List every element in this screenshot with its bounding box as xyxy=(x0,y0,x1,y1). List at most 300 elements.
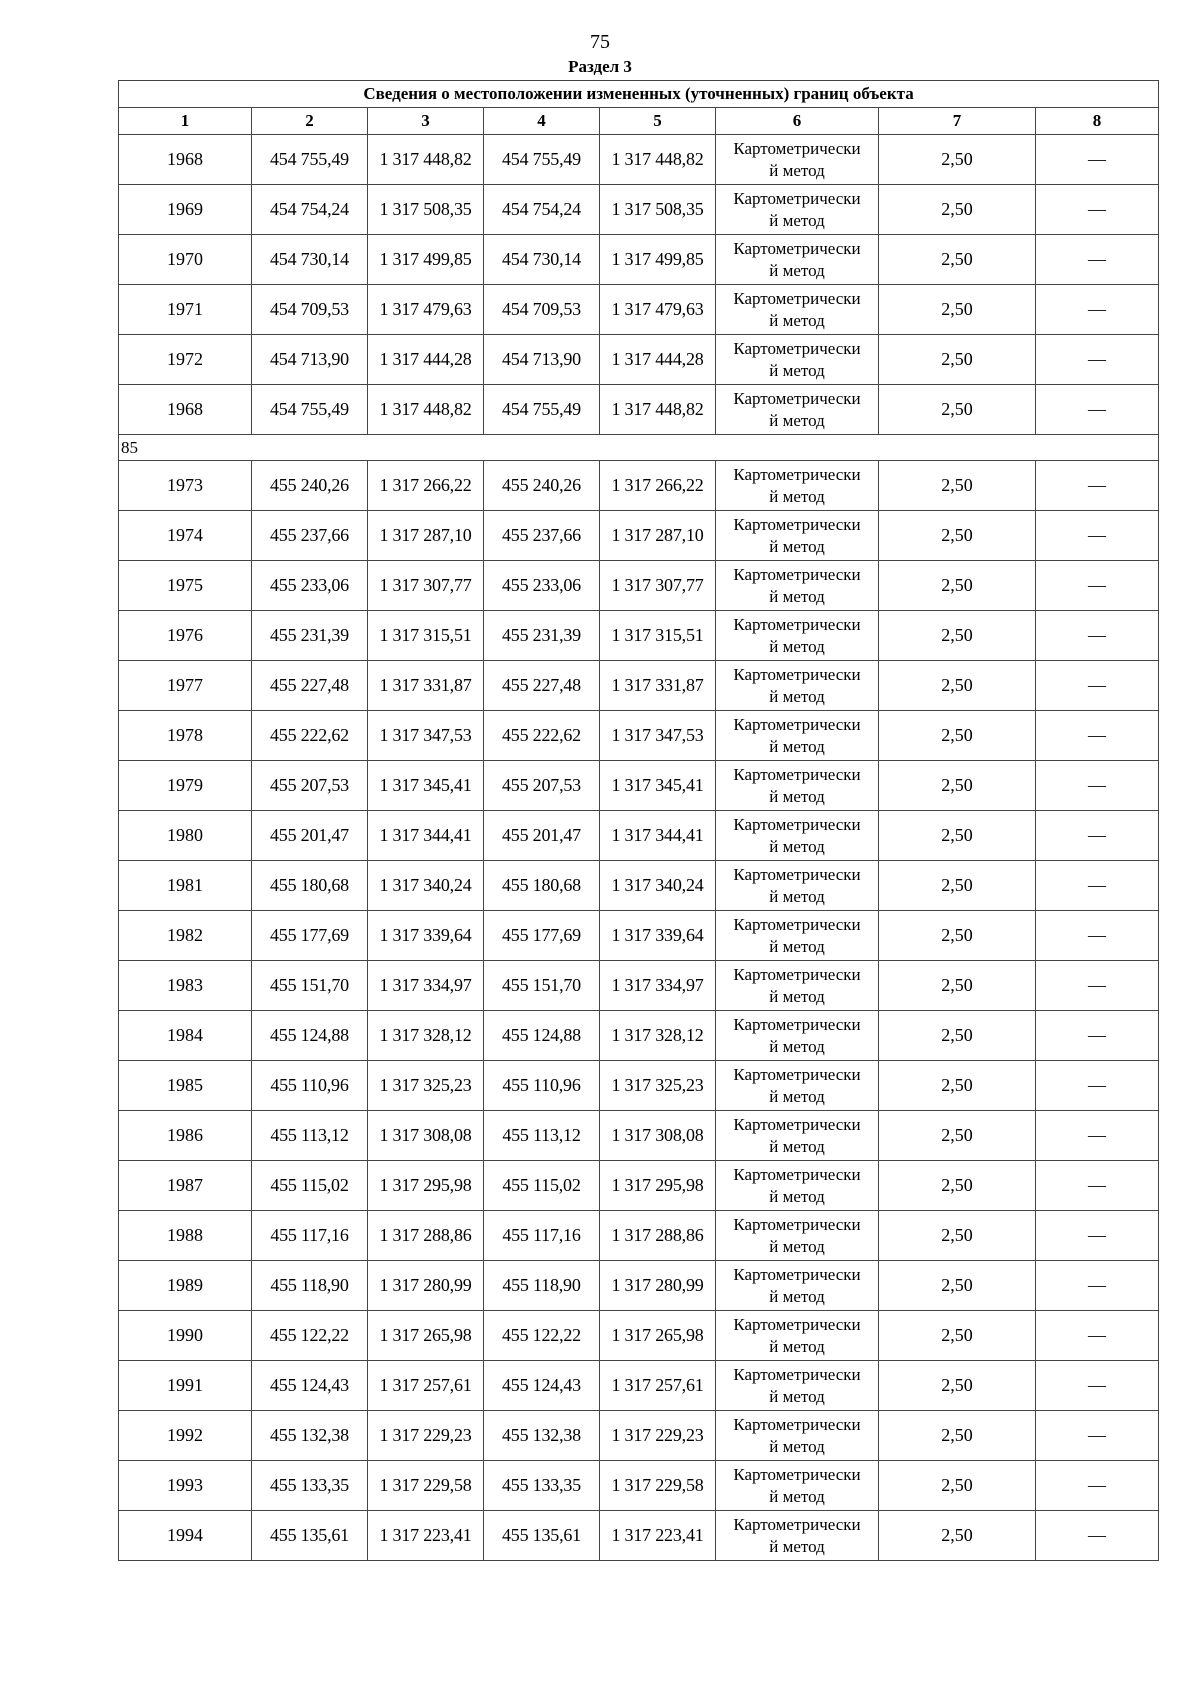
point-number-cell: 1977 xyxy=(119,661,252,711)
x-existing-cell: 455 177,69 xyxy=(252,911,368,961)
y-refined-cell: 1 317 325,23 xyxy=(600,1061,716,1111)
method-text-line2: й метод xyxy=(769,1336,825,1356)
point-number-cell: 1968 xyxy=(119,385,252,435)
y-refined-cell: 1 317 288,86 xyxy=(600,1211,716,1261)
x-refined-cell: 454 709,53 xyxy=(484,285,600,335)
x-existing-cell: 454 709,53 xyxy=(252,285,368,335)
method-text-line2: й метод xyxy=(769,1086,825,1106)
y-existing-cell: 1 317 334,97 xyxy=(368,961,484,1011)
description-cell: — xyxy=(1036,1411,1159,1461)
accuracy-cell: 2,50 xyxy=(879,711,1036,761)
y-refined-cell: 1 317 334,97 xyxy=(600,961,716,1011)
y-existing-cell: 1 317 288,86 xyxy=(368,1211,484,1261)
y-refined-cell: 1 317 508,35 xyxy=(600,185,716,235)
accuracy-cell: 2,50 xyxy=(879,1311,1036,1361)
point-number-cell: 1971 xyxy=(119,285,252,335)
method-text-line2: й метод xyxy=(769,260,825,280)
x-existing-cell: 455 227,48 xyxy=(252,661,368,711)
method-cell xyxy=(716,1361,879,1411)
x-refined-cell: 455 124,88 xyxy=(484,1011,600,1061)
y-existing-cell: 1 317 266,22 xyxy=(368,461,484,511)
column-number-row xyxy=(119,108,1159,135)
method-text-line2: й метод xyxy=(769,160,825,180)
x-existing-cell: 455 222,62 xyxy=(252,711,368,761)
method-text-line2: й метод xyxy=(769,986,825,1006)
table-row xyxy=(119,961,1159,1011)
x-existing-cell: 455 240,26 xyxy=(252,461,368,511)
point-number-cell: 1973 xyxy=(119,461,252,511)
accuracy-cell: 2,50 xyxy=(879,461,1036,511)
description-cell: — xyxy=(1036,1311,1159,1361)
method-text-line2: й метод xyxy=(769,1536,825,1556)
table-row xyxy=(119,1311,1159,1361)
x-existing-cell: 455 124,43 xyxy=(252,1361,368,1411)
x-existing-cell: 455 180,68 xyxy=(252,861,368,911)
x-existing-cell: 455 113,12 xyxy=(252,1111,368,1161)
accuracy-cell: 2,50 xyxy=(879,185,1036,235)
method-text-line1: Картометрически xyxy=(733,464,861,484)
y-existing-cell: 1 317 307,77 xyxy=(368,561,484,611)
description-cell: — xyxy=(1036,661,1159,711)
accuracy-cell: 2,50 xyxy=(879,861,1036,911)
method-text-line2: й метод xyxy=(769,310,825,330)
method-text-line1: Картометрически xyxy=(733,388,861,408)
method-text-line1: Картометрически xyxy=(733,664,861,684)
method-text-line1: Картометрически xyxy=(733,338,861,358)
method-text-line2: й метод xyxy=(769,786,825,806)
x-existing-cell: 455 207,53 xyxy=(252,761,368,811)
x-refined-cell: 455 117,16 xyxy=(484,1211,600,1261)
contour-group-row xyxy=(119,435,1159,461)
method-cell xyxy=(716,911,879,961)
table-row xyxy=(119,385,1159,435)
point-number-cell: 1991 xyxy=(119,1361,252,1411)
column-number: 3 xyxy=(368,108,484,135)
page-number: 75 xyxy=(590,31,610,53)
accuracy-cell: 2,50 xyxy=(879,1211,1036,1261)
method-cell xyxy=(716,811,879,861)
accuracy-cell: 2,50 xyxy=(879,1111,1036,1161)
description-cell: — xyxy=(1036,1161,1159,1211)
point-number-cell: 1980 xyxy=(119,811,252,861)
point-number-cell: 1975 xyxy=(119,561,252,611)
y-existing-cell: 1 317 265,98 xyxy=(368,1311,484,1361)
x-refined-cell: 455 133,35 xyxy=(484,1461,600,1511)
table-row xyxy=(119,561,1159,611)
y-refined-cell: 1 317 344,41 xyxy=(600,811,716,861)
accuracy-cell: 2,50 xyxy=(879,385,1036,435)
x-existing-cell: 455 117,16 xyxy=(252,1211,368,1261)
y-existing-cell: 1 317 339,64 xyxy=(368,911,484,961)
method-text-line1: Картометрически xyxy=(733,1314,861,1334)
method-cell xyxy=(716,1161,879,1211)
point-number-cell: 1992 xyxy=(119,1411,252,1461)
table-row xyxy=(119,335,1159,385)
x-existing-cell: 454 755,49 xyxy=(252,135,368,185)
table-row xyxy=(119,1211,1159,1261)
column-number: 5 xyxy=(600,108,716,135)
y-refined-cell: 1 317 265,98 xyxy=(600,1311,716,1361)
y-existing-cell: 1 317 308,08 xyxy=(368,1111,484,1161)
column-number: 1 xyxy=(119,108,252,135)
column-number: 7 xyxy=(879,108,1036,135)
x-refined-cell: 455 118,90 xyxy=(484,1261,600,1311)
x-refined-cell: 454 730,14 xyxy=(484,235,600,285)
description-cell: — xyxy=(1036,235,1159,285)
x-existing-cell: 455 201,47 xyxy=(252,811,368,861)
method-text-line1: Картометрически xyxy=(733,814,861,834)
x-existing-cell: 454 754,24 xyxy=(252,185,368,235)
method-cell xyxy=(716,1411,879,1461)
table-row xyxy=(119,185,1159,235)
table-row xyxy=(119,1111,1159,1161)
x-existing-cell: 455 124,88 xyxy=(252,1011,368,1061)
accuracy-cell: 2,50 xyxy=(879,1361,1036,1411)
y-existing-cell: 1 317 295,98 xyxy=(368,1161,484,1211)
description-cell: — xyxy=(1036,611,1159,661)
method-cell xyxy=(716,1011,879,1061)
description-cell: — xyxy=(1036,561,1159,611)
y-refined-cell: 1 317 328,12 xyxy=(600,1011,716,1061)
description-cell: — xyxy=(1036,135,1159,185)
method-cell xyxy=(716,461,879,511)
table-row xyxy=(119,235,1159,285)
x-refined-cell: 455 177,69 xyxy=(484,911,600,961)
method-text-line2: й метод xyxy=(769,536,825,556)
method-text-line2: й метод xyxy=(769,636,825,656)
method-text-line2: й метод xyxy=(769,886,825,906)
y-existing-cell: 1 317 448,82 xyxy=(368,385,484,435)
x-refined-cell: 455 222,62 xyxy=(484,711,600,761)
method-text-line1: Картометрически xyxy=(733,564,861,584)
method-text-line2: й метод xyxy=(769,586,825,606)
x-existing-cell: 455 135,61 xyxy=(252,1511,368,1561)
y-refined-cell: 1 317 280,99 xyxy=(600,1261,716,1311)
y-refined-cell: 1 317 266,22 xyxy=(600,461,716,511)
y-refined-cell: 1 317 257,61 xyxy=(600,1361,716,1411)
method-text-line2: й метод xyxy=(769,1286,825,1306)
y-existing-cell: 1 317 347,53 xyxy=(368,711,484,761)
y-refined-cell: 1 317 229,23 xyxy=(600,1411,716,1461)
method-text-line1: Картометрически xyxy=(733,1264,861,1284)
x-existing-cell: 454 730,14 xyxy=(252,235,368,285)
table-row xyxy=(119,711,1159,761)
method-cell xyxy=(716,861,879,911)
y-existing-cell: 1 317 229,23 xyxy=(368,1411,484,1461)
y-refined-cell: 1 317 448,82 xyxy=(600,385,716,435)
table-row xyxy=(119,1411,1159,1461)
description-cell: — xyxy=(1036,1261,1159,1311)
section-title: Раздел 3 xyxy=(568,57,632,76)
y-refined-cell: 1 317 315,51 xyxy=(600,611,716,661)
accuracy-cell: 2,50 xyxy=(879,1011,1036,1061)
point-number-cell: 1983 xyxy=(119,961,252,1011)
y-refined-cell: 1 317 444,28 xyxy=(600,335,716,385)
x-refined-cell: 455 237,66 xyxy=(484,511,600,561)
method-text-line1: Картометрически xyxy=(733,614,861,634)
accuracy-cell: 2,50 xyxy=(879,811,1036,861)
method-cell xyxy=(716,961,879,1011)
table-row xyxy=(119,1511,1159,1561)
y-refined-cell: 1 317 345,41 xyxy=(600,761,716,811)
method-text-line1: Картометрически xyxy=(733,864,861,884)
table-row xyxy=(119,135,1159,185)
method-text-line2: й метод xyxy=(769,1036,825,1056)
y-refined-cell: 1 317 223,41 xyxy=(600,1511,716,1561)
x-existing-cell: 455 110,96 xyxy=(252,1061,368,1111)
column-number: 6 xyxy=(716,108,879,135)
method-text-line2: й метод xyxy=(769,1236,825,1256)
point-number-cell: 1972 xyxy=(119,335,252,385)
y-refined-cell: 1 317 499,85 xyxy=(600,235,716,285)
description-cell: — xyxy=(1036,1111,1159,1161)
table-row xyxy=(119,1361,1159,1411)
x-existing-cell: 454 755,49 xyxy=(252,385,368,435)
method-text-line2: й метод xyxy=(769,1136,825,1156)
y-refined-cell: 1 317 308,08 xyxy=(600,1111,716,1161)
method-text-line1: Картометрически xyxy=(733,1414,861,1434)
accuracy-cell: 2,50 xyxy=(879,611,1036,661)
description-cell: — xyxy=(1036,1061,1159,1111)
method-text-line2: й метод xyxy=(769,686,825,706)
point-number-cell: 1990 xyxy=(119,1311,252,1361)
x-existing-cell: 455 118,90 xyxy=(252,1261,368,1311)
x-refined-cell: 455 113,12 xyxy=(484,1111,600,1161)
method-text-line2: й метод xyxy=(769,1486,825,1506)
method-cell xyxy=(716,611,879,661)
method-cell xyxy=(716,511,879,561)
description-cell: — xyxy=(1036,461,1159,511)
method-cell xyxy=(716,661,879,711)
x-existing-cell: 455 122,22 xyxy=(252,1311,368,1361)
point-number-cell: 1982 xyxy=(119,911,252,961)
method-text-line2: й метод xyxy=(769,210,825,230)
y-refined-cell: 1 317 331,87 xyxy=(600,661,716,711)
x-refined-cell: 455 124,43 xyxy=(484,1361,600,1411)
table-row xyxy=(119,611,1159,661)
method-text-line1: Картометрически xyxy=(733,714,861,734)
x-refined-cell: 455 227,48 xyxy=(484,661,600,711)
table-row xyxy=(119,811,1159,861)
method-cell xyxy=(716,561,879,611)
point-number-cell: 1969 xyxy=(119,185,252,235)
x-refined-cell: 454 755,49 xyxy=(484,385,600,435)
y-refined-cell: 1 317 347,53 xyxy=(600,711,716,761)
table-row xyxy=(119,911,1159,961)
method-cell xyxy=(716,1111,879,1161)
accuracy-cell: 2,50 xyxy=(879,335,1036,385)
method-text-line2: й метод xyxy=(769,736,825,756)
accuracy-cell: 2,50 xyxy=(879,561,1036,611)
method-cell xyxy=(716,285,879,335)
accuracy-cell: 2,50 xyxy=(879,235,1036,285)
y-refined-cell: 1 317 307,77 xyxy=(600,561,716,611)
x-existing-cell: 455 151,70 xyxy=(252,961,368,1011)
table-row xyxy=(119,1061,1159,1111)
x-refined-cell: 455 115,02 xyxy=(484,1161,600,1211)
description-cell: — xyxy=(1036,861,1159,911)
y-existing-cell: 1 317 223,41 xyxy=(368,1511,484,1561)
accuracy-cell: 2,50 xyxy=(879,911,1036,961)
method-text-line1: Картометрически xyxy=(733,1514,861,1534)
method-cell xyxy=(716,761,879,811)
accuracy-cell: 2,50 xyxy=(879,1461,1036,1511)
contour-number: 85 xyxy=(119,435,1159,461)
table-row xyxy=(119,1161,1159,1211)
x-existing-cell: 455 231,39 xyxy=(252,611,368,661)
column-number: 2 xyxy=(252,108,368,135)
x-refined-cell: 455 240,26 xyxy=(484,461,600,511)
method-cell xyxy=(716,1461,879,1511)
method-text-line1: Картометрически xyxy=(733,1114,861,1134)
y-existing-cell: 1 317 325,23 xyxy=(368,1061,484,1111)
accuracy-cell: 2,50 xyxy=(879,1061,1036,1111)
description-cell: — xyxy=(1036,1361,1159,1411)
accuracy-cell: 2,50 xyxy=(879,1161,1036,1211)
method-text-line1: Картометрически xyxy=(733,188,861,208)
x-existing-cell: 455 133,35 xyxy=(252,1461,368,1511)
method-cell xyxy=(716,385,879,435)
description-cell: — xyxy=(1036,1211,1159,1261)
x-refined-cell: 454 754,24 xyxy=(484,185,600,235)
point-number-cell: 1989 xyxy=(119,1261,252,1311)
description-cell: — xyxy=(1036,335,1159,385)
y-existing-cell: 1 317 328,12 xyxy=(368,1011,484,1061)
accuracy-cell: 2,50 xyxy=(879,1261,1036,1311)
y-existing-cell: 1 317 257,61 xyxy=(368,1361,484,1411)
accuracy-cell: 2,50 xyxy=(879,1411,1036,1461)
x-refined-cell: 455 207,53 xyxy=(484,761,600,811)
method-text-line1: Картометрически xyxy=(733,238,861,258)
table-row xyxy=(119,461,1159,511)
table-row xyxy=(119,661,1159,711)
table-row xyxy=(119,861,1159,911)
description-cell: — xyxy=(1036,285,1159,335)
x-refined-cell: 455 135,61 xyxy=(484,1511,600,1561)
point-number-cell: 1993 xyxy=(119,1461,252,1511)
description-cell: — xyxy=(1036,185,1159,235)
method-cell xyxy=(716,1211,879,1261)
point-number-cell: 1978 xyxy=(119,711,252,761)
description-cell: — xyxy=(1036,961,1159,1011)
method-text-line2: й метод xyxy=(769,360,825,380)
method-text-line1: Картометрически xyxy=(733,138,861,158)
method-cell xyxy=(716,1261,879,1311)
method-cell xyxy=(716,1511,879,1561)
method-cell xyxy=(716,1311,879,1361)
y-refined-cell: 1 317 339,64 xyxy=(600,911,716,961)
accuracy-cell: 2,50 xyxy=(879,961,1036,1011)
x-refined-cell: 455 132,38 xyxy=(484,1411,600,1461)
y-existing-cell: 1 317 345,41 xyxy=(368,761,484,811)
y-existing-cell: 1 317 508,35 xyxy=(368,185,484,235)
y-existing-cell: 1 317 280,99 xyxy=(368,1261,484,1311)
method-text-line2: й метод xyxy=(769,1436,825,1456)
method-text-line1: Картометрически xyxy=(733,514,861,534)
point-number-cell: 1970 xyxy=(119,235,252,285)
x-refined-cell: 454 713,90 xyxy=(484,335,600,385)
accuracy-cell: 2,50 xyxy=(879,135,1036,185)
method-text-line1: Картометрически xyxy=(733,1064,861,1084)
y-refined-cell: 1 317 287,10 xyxy=(600,511,716,561)
point-number-cell: 1968 xyxy=(119,135,252,185)
description-cell: — xyxy=(1036,811,1159,861)
table-row xyxy=(119,285,1159,335)
x-existing-cell: 454 713,90 xyxy=(252,335,368,385)
method-text-line2: й метод xyxy=(769,486,825,506)
y-existing-cell: 1 317 287,10 xyxy=(368,511,484,561)
point-number-cell: 1986 xyxy=(119,1111,252,1161)
point-number-cell: 1988 xyxy=(119,1211,252,1261)
y-existing-cell: 1 317 448,82 xyxy=(368,135,484,185)
method-cell xyxy=(716,235,879,285)
point-number-cell: 1984 xyxy=(119,1011,252,1061)
table-row xyxy=(119,1461,1159,1511)
table-row xyxy=(119,1011,1159,1061)
x-refined-cell: 454 755,49 xyxy=(484,135,600,185)
method-cell xyxy=(716,185,879,235)
point-number-cell: 1994 xyxy=(119,1511,252,1561)
x-refined-cell: 455 180,68 xyxy=(484,861,600,911)
y-existing-cell: 1 317 340,24 xyxy=(368,861,484,911)
method-text-line2: й метод xyxy=(769,410,825,430)
method-cell xyxy=(716,1061,879,1111)
method-text-line1: Картометрически xyxy=(733,1164,861,1184)
x-refined-cell: 455 201,47 xyxy=(484,811,600,861)
accuracy-cell: 2,50 xyxy=(879,761,1036,811)
table-caption: Сведения о местоположении измененных (уточненных) границ объекта xyxy=(119,81,1159,108)
column-number: 4 xyxy=(484,108,600,135)
description-cell: — xyxy=(1036,711,1159,761)
method-text-line2: й метод xyxy=(769,836,825,856)
point-number-cell: 1979 xyxy=(119,761,252,811)
method-text-line1: Картометрически xyxy=(733,1364,861,1384)
x-existing-cell: 455 237,66 xyxy=(252,511,368,561)
method-cell xyxy=(716,335,879,385)
table-row xyxy=(119,761,1159,811)
y-existing-cell: 1 317 444,28 xyxy=(368,335,484,385)
method-text-line2: й метод xyxy=(769,1186,825,1206)
y-existing-cell: 1 317 344,41 xyxy=(368,811,484,861)
table-row xyxy=(119,511,1159,561)
method-cell xyxy=(716,135,879,185)
method-text-line1: Картометрически xyxy=(733,964,861,984)
x-refined-cell: 455 110,96 xyxy=(484,1061,600,1111)
accuracy-cell: 2,50 xyxy=(879,511,1036,561)
point-number-cell: 1987 xyxy=(119,1161,252,1211)
method-text-line1: Картометрически xyxy=(733,914,861,934)
method-text-line1: Картометрически xyxy=(733,288,861,308)
method-text-line1: Картометрически xyxy=(733,1464,861,1484)
point-number-cell: 1974 xyxy=(119,511,252,561)
description-cell: — xyxy=(1036,911,1159,961)
method-text-line2: й метод xyxy=(769,936,825,956)
table-row xyxy=(119,1261,1159,1311)
accuracy-cell: 2,50 xyxy=(879,661,1036,711)
x-existing-cell: 455 233,06 xyxy=(252,561,368,611)
description-cell: — xyxy=(1036,1011,1159,1061)
x-refined-cell: 455 231,39 xyxy=(484,611,600,661)
y-existing-cell: 1 317 315,51 xyxy=(368,611,484,661)
point-number-cell: 1981 xyxy=(119,861,252,911)
method-text-line1: Картометрически xyxy=(733,764,861,784)
method-text-line1: Картометрически xyxy=(733,1214,861,1234)
y-existing-cell: 1 317 229,58 xyxy=(368,1461,484,1511)
description-cell: — xyxy=(1036,511,1159,561)
x-refined-cell: 455 151,70 xyxy=(484,961,600,1011)
accuracy-cell: 2,50 xyxy=(879,1511,1036,1561)
description-cell: — xyxy=(1036,385,1159,435)
